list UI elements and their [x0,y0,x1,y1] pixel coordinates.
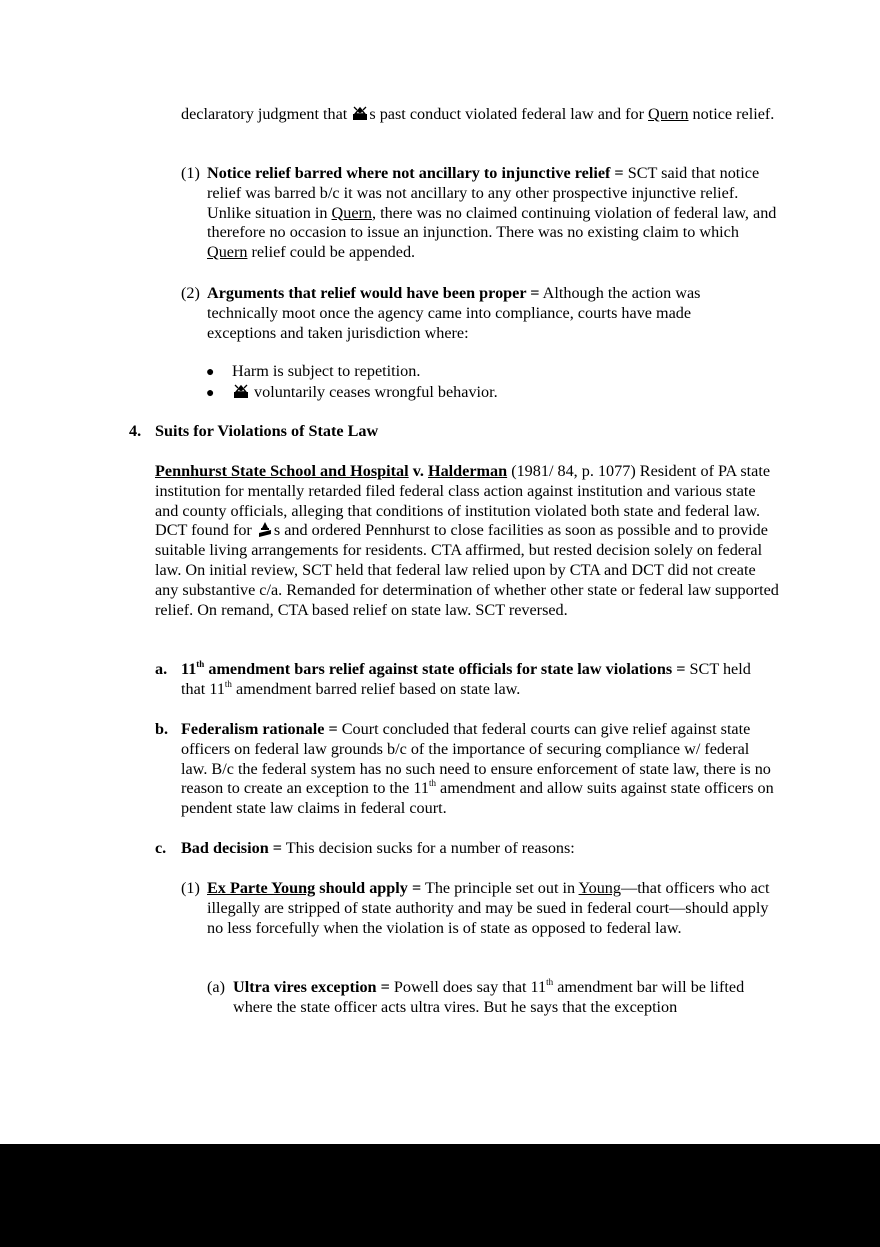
subitem-c1-ex-parte-young: (1) Ex Parte Young should apply = The principle set out in Young—that officers who act illegally are stripped of state authority and may be sued in federal court—should apply no less forcefully when the violation is of state as opposed to federal law. [181,879,770,937]
item-label: b. [155,720,169,738]
item-label: (a) [207,978,225,996]
section-title: Suits for Violations of State Law [155,422,379,440]
case-name-halderman: Halderman [428,462,508,480]
item-heading: Federalism rationale = [181,720,338,738]
black-margin-band [0,1144,880,1247]
list-item: ● Harm is subject to repetition. [206,362,766,383]
item-label: (1) [181,879,200,897]
case-name-quern: Quern [331,203,372,222]
item-label: (2) [181,284,200,302]
list-item: ● voluntarily ceases wrongful behavior. [206,383,766,404]
item-heading: Bad decision = [181,839,282,857]
bullet-icon: ● [206,365,215,380]
case-name-young: Young [578,879,621,897]
item-heading: Ultra vires exception = [233,978,390,996]
bullet-icon: ● [206,385,215,401]
item-heading: 11th amendment bars relief against state officials for state law violations = [181,659,686,678]
case-name-quern: Quern [648,105,689,123]
item-a-eleventh-amendment: a. 11th amendment bars relief against state officials for state law violations = SCT held that 11th amendment barred relief based on state law. [155,659,751,698]
intro-paragraph: declaratory judgment that s past conduct violated federal law and for Quern notice relief. [181,105,775,123]
subitem-c1a-ultra-vires: (a) Ultra vires exception = Powell does say that 11th amendment bar will be lifted where the state officer acts ultra vires. But he says that the exception [207,977,745,1016]
item-label: a. [155,660,168,678]
item-c-bad-decision: c. Bad decision = This decision sucks for a number of reasons: [155,839,575,857]
bullet-list [206,362,766,404]
case-name-ex-parte-young: Ex Parte Young [207,879,316,897]
subitem-1-notice-relief: (1) Notice relief barred where not ancillary to injunctive relief = SCT said that notice relief was barred b/c it was not ancillary to any other prospective injunctive relief. Unlike situation in Quern, there was no claimed continuing violation of federal law, and therefore no occasion to issue an injunction. There was no existing claim to which Quern relief could be appended. [181,164,777,262]
item-label: c. [155,839,167,857]
item-b-federalism-rationale: b. Federalism rationale = Court concluded that federal courts can give relief against state officers on federal law grounds b/c of the importance of securing compliance w/ federal law. B/c the federal system has no such need to ensure enforcement of state law, there is no reason to create an exception to the 11th amendment and allow suits against state officers on pendent state law claims in federal court. [155,720,774,818]
case-name-pennhurst: Pennhurst State School and Hospital [155,462,409,480]
item-heading: Arguments that relief would have been proper = [207,284,540,302]
section-4-heading [129,422,779,442]
case-name-quern: Quern [207,243,248,262]
defendant-icon [351,105,369,121]
case-summary-pennhurst: Pennhurst State School and Hospital v. Halderman (1981/ 84, p. 1077) Resident of PA state institution for mentally retarded filed federal class action against institution and various state and county officials, alleging that conditions of institution violated both state and federal law. DCT found for s and ordered Pennhurst to close facilities as soon as possible and to provide suitable living arrangements for residents. CTA affirmed, but rested decision solely on federal law. On initial review, SCT held that federal law relied upon by CTA and DCT did not create any substantive c/a. Remanded for determination of whether other state or federal law supported relief. On remand, CTA based relief on state law. SCT reversed. [155,462,779,619]
plaintiff-icon [256,521,274,537]
defendant-icon [232,383,250,399]
subitem-2-arguments: (2) Arguments that relief would have been proper = Although the action was technically moot once the agency came into compliance, courts have made exceptions and taken jurisdiction where: [181,284,701,342]
item-label: (1) [181,164,200,182]
item-heading: Notice relief barred where not ancillary to injunctive relief = [207,164,624,182]
section-number: 4. [129,422,142,440]
